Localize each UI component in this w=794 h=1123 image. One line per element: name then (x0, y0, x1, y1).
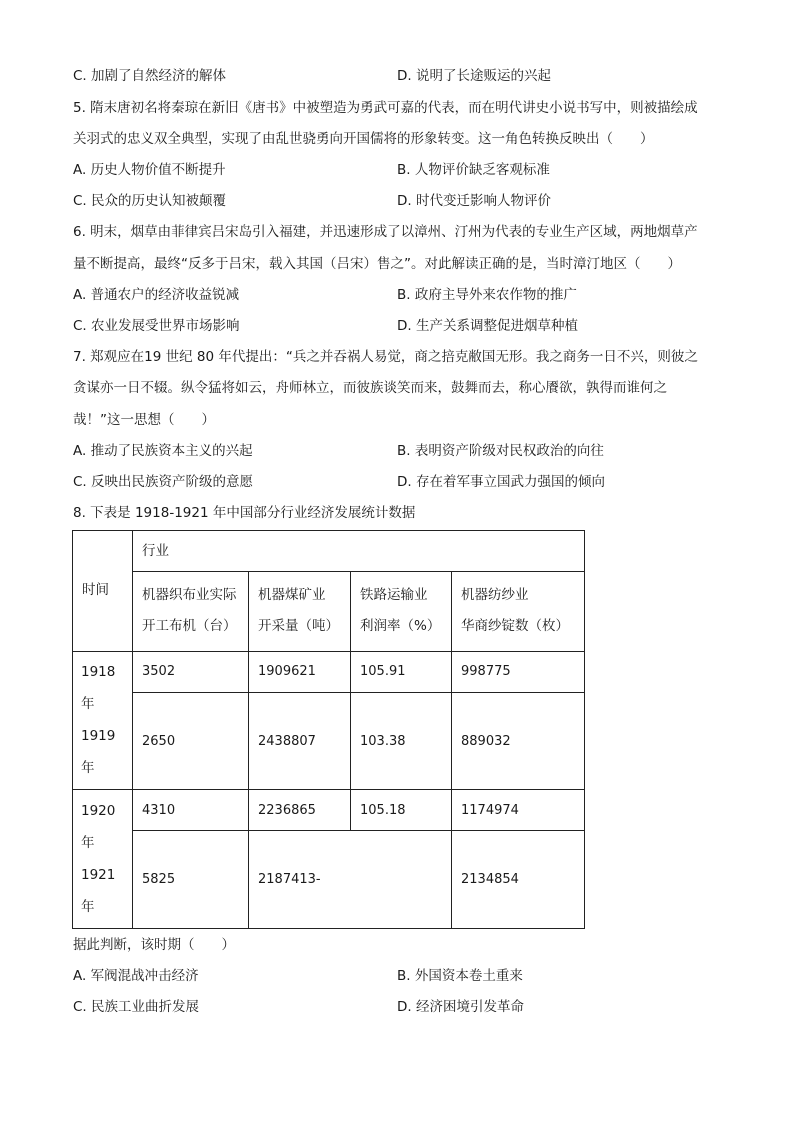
table-cell: 2236865 (249, 790, 351, 831)
table-cell: 2438807 (249, 692, 351, 789)
q7-stem-line2: 贪谋亦一日不辍。纵令猛将如云，舟师林立，而彼族谈笑而来，鼓舞而去，称心餍欲，孰得而谁何之 (73, 380, 667, 396)
q7-option-d: D. 存在着军事立国武力强国的倾向 (397, 474, 605, 490)
q4-option-d: D. 说明了长途贩运的兴起 (397, 68, 551, 84)
q6-stem-line2: 量不断提高，最终“反多于吕宋，载入其国（吕宋）售之”。对此解读正确的是，当时漳汀地区（ ） (73, 256, 681, 272)
table-row (73, 692, 585, 789)
industry-header-cell (133, 531, 585, 572)
col-header-cloth: 机器织布业实际 开工布机（台） (133, 572, 249, 651)
table-cell: 1909621 (249, 651, 351, 692)
year-cell-1918-1919: 1918 年 1919 年 (73, 651, 133, 790)
table-cell: 2650 (133, 692, 249, 789)
q5-option-c: C. 民众的历史认知被颠覆 (73, 193, 227, 209)
q7-option-c: C. 反映出民族资产阶级的意愿 (73, 474, 254, 490)
q6-option-c: C. 农业发展受世界市场影响 (73, 318, 240, 334)
q5-stem-line1: 5. 隋末唐初名将秦琼在新旧《唐书》中被塑造为勇武可嘉的代表，而在明代讲史小说书写中，则被描绘成 (73, 100, 698, 116)
table-cell-merged: 2187413- (249, 831, 452, 929)
time-header-cell (73, 531, 133, 652)
q8-option-c: C. 民族工业曲折发展 (73, 999, 200, 1015)
time-header: 时间 (82, 582, 109, 599)
table-cell: 2134854 (452, 831, 585, 929)
table-cell: 105.18 (351, 790, 452, 831)
q5-option-a: A. 历史人物价值不断提升 (73, 162, 226, 178)
col-header-railway: 铁路运输业 利润率（%） (351, 572, 452, 651)
q6-option-d: D. 生产关系调整促进烟草种植 (397, 318, 578, 334)
col-header-spinning: 机器纺纱业 华商纱锭数（枚） (452, 572, 585, 651)
q7-option-b: B. 表明资产阶级对民权政治的向往 (397, 443, 604, 459)
table-row (73, 651, 585, 692)
industry-header: 行业 (142, 542, 169, 559)
q8-option-b: B. 外国资本卷土重来 (397, 968, 523, 984)
table-cell: 5825 (133, 831, 249, 929)
table-cell: 3502 (133, 651, 249, 692)
table-row (73, 790, 585, 831)
table-row (73, 831, 585, 929)
q6-stem-line1: 6. 明末，烟草由菲律宾吕宋岛引入福建，并迅速形成了以漳州、汀州为代表的专业生产区域，两地烟草产 (73, 224, 698, 240)
q8-option-a: A. 军阀混战冲击经济 (73, 968, 199, 984)
table-cell: 105.91 (351, 651, 452, 692)
year-cell-1920-1921: 1920 年 1921 年 (73, 790, 133, 929)
q7-option-a: A. 推动了民族资本主义的兴起 (73, 443, 253, 459)
q8-option-d: D. 经济困境引发革命 (397, 999, 524, 1015)
col-header-coal: 机器煤矿业 开采量（吨） (249, 572, 351, 651)
table-cell: 103.38 (351, 692, 452, 789)
q4-option-c: C. 加剧了自然经济的解体 (73, 68, 227, 84)
table-cell: 889032 (452, 692, 585, 789)
q8-judgement-prompt: 据此判断，该时期（ ） (73, 937, 235, 953)
table-cell: 4310 (133, 790, 249, 831)
statistics-table (72, 530, 585, 929)
q8-stem: 8. 下表是 1918-1921 年中国部分行业经济发展统计数据 (73, 505, 416, 521)
table-cell: 998775 (452, 651, 585, 692)
q5-option-d: D. 时代变迁影响人物评价 (397, 193, 551, 209)
q7-stem-line1: 7. 郑观应在19 世纪 80 年代提出：“兵之并吞祸人易觉，商之掊克敝国无形。我之商务一日不兴，则彼之 (73, 349, 698, 365)
q5-option-b: B. 人物评价缺乏客观标准 (397, 162, 550, 178)
q6-option-a: A. 普通农户的经济收益锐减 (73, 287, 240, 303)
table-cell: 1174974 (452, 790, 585, 831)
q6-option-b: B. 政府主导外来农作物的推广 (397, 287, 577, 303)
q7-stem-line3: 哉！”这一思想（ ） (73, 412, 215, 428)
q5-stem-line2: 关羽式的忠义双全典型，实现了由乱世骁勇向开国儒将的形象转变。这一角色转换反映出（ ） (73, 131, 654, 147)
